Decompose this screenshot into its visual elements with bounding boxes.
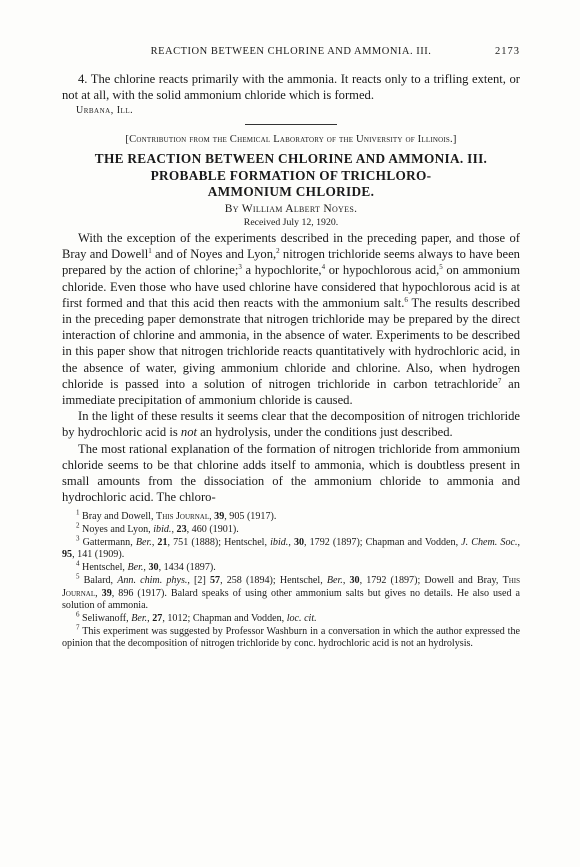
body-paragraph-3: The most rational explanation of the formation of nitrogen trichloride from ammonium chloride seems to be that chlorine adds itself to ammonia, which is doubtless present in small amounts from the dissociation of the ammonium chloride to ammonia and hydrochloric acid. The chloro- (62, 441, 520, 505)
footnote-7: $^7$ This experiment was suggested by Professor Washburn in a conversation in which the author expressed the opinion that the decomposition of nitrogen trichloride by conc. hydrochloric acid is not an hydrolysis. (62, 623, 520, 650)
footnote-1: $^1$ Bray and Dowell, This Journal, 39, 905 (1917). (76, 509, 277, 523)
previous-article-place: Urbana, Ill. (76, 105, 134, 117)
article-title (62, 151, 520, 201)
section-divider (245, 124, 337, 125)
footnote-ref-7: 7 (497, 376, 502, 385)
body-paragraph-2: In the light of these results it seems clear that the decomposition of nitrogen trichloride by hydrochloric acid is not an hydrolysis, under the conditions just described. (62, 409, 520, 440)
footnote-ref-5: 5 (439, 263, 443, 272)
body-paragraph-1: With the exception of the experiments described in the preceding paper, and those of Bray and Dowell$^1$ and of Noyes and Lyon,$^2$ nitrogen trichloride seems always to have been prepared by the action of chlorine;$^3$ a hypochlorite,$^4$ or hypochlorous acid,$^5$ on ammonium chloride. Even those who have used chlorine have considered that hypochlorous acid is at first formed and that this acid then reacts with the ammonium salt.$^6$ The results described in the preceding paper demonstrate that nitrogen trichloride may be prepared by the direct interaction of chlorine and ammonia, in the absence of water. Experiments to be described in this paper show that nitrogen trichloride reacts quantitatively with hydrochloric acid, in the absence of water, giving ammonium chloride and chlorine. Also, when hydrogen chloride is passed into a solution of nitrogen trichloride in carbon tetrachloride$^7$ an immediate precipitation of ammonium chloride is caused. (62, 230, 520, 407)
received-date: Received July 12, 1920. (243, 216, 339, 228)
footnote-ref-2: 2 (276, 246, 280, 255)
running-head (62, 46, 520, 60)
footnote-3: $^3$ Gattermann, Ber., 21, 751 (1888); Hentschel, ibid., 30, 1792 (1897); Chapman and Vodden, J. Chem. Soc., 95, 141 (1909). (62, 534, 521, 561)
footnote-ref-3: 3 (238, 263, 242, 272)
footnote-ref-1: 1 (148, 246, 152, 255)
contribution-line: [Contribution from the Chemical Laboratory of the University of Illinois.] (125, 134, 457, 146)
footnote-6: $^6$ Seliwanoff, Ber., 27, 1012; Chapman and Vodden, loc. cit. (76, 610, 317, 624)
footnotes (62, 511, 520, 651)
author-byline: By William Albert Noyes. (224, 202, 358, 215)
title-line-3: AMMONIUM CHLORIDE. (207, 184, 375, 200)
page-number: 2173 (495, 46, 520, 57)
running-title: REACTION BETWEEN CHLORINE AND AMMONIA. III. (150, 46, 432, 57)
footnote-ref-6: 6 (404, 295, 408, 304)
footnote-5: $^5$ Balard, Ann. chim. phys., [2] 57, 258 (1894); Hentschel, Ber., 30, 1792 (1897); Dowell and Bray, This Journal, 39, 896 (1917). Balard speaks of using other ammonium salts but gives no details. He also used a solution of ammonia. (62, 572, 521, 612)
title-line-1: THE REACTION BETWEEN CHLORINE AND AMMONIA. III. (94, 151, 488, 167)
previous-article-conclusion: 4. The chlorine reacts primarily with the ammonia. It reacts only to a trifling extent, or not at all, with the solid ammonium chloride which is formed. (62, 72, 520, 103)
title-line-2: PROBABLE FORMATION OF TRICHLORO- (150, 167, 432, 183)
footnote-ref-4: 4 (321, 263, 326, 272)
footnote-2: $^2$ Noyes and Lyon, ibid., 23, 460 (1901). (76, 521, 239, 536)
footnote-4: $^4$ Hentschel, Ber., 30, 1434 (1897). (76, 559, 216, 574)
